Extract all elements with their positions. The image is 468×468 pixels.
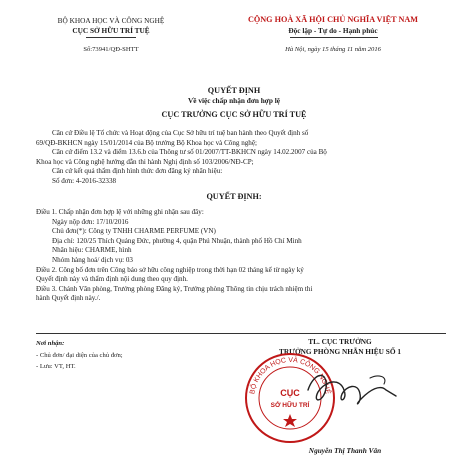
seal-star-icon [283,414,297,427]
preamble-line: Căn cứ kết quả thẩm định hình thức đơn đăng ký nhãn hiệu: [52,167,223,176]
article-3: Điều 3. Chánh Văn phòng, Trưởng phòng Đăng ký, Trưởng phòng Thông tin chịu trách nhiệm thi [36,284,313,293]
goods-services-class: Nhóm hàng hoá/ dịch vụ: 03 [52,255,133,264]
national-motto: Độc lập - Tự do - Hạnh phúc [288,26,378,35]
recipients-heading: Nơi nhận: [36,340,65,347]
seal-center-top: CỤC [280,388,300,398]
preamble-line: Căn cứ Điều lệ Tổ chức và Hoạt động của Cục Sở hữu trí tuệ ban hành theo Quyết định số [52,129,309,137]
article-2: Điều 2. Công bố đơn trên Công báo sở hữu công nghiệp trong thời hạn 02 tháng kể từ ngày ký [36,265,304,274]
seal-center-bottom: SỞ HỮU TRÍ [270,402,310,409]
handwritten-signature [300,360,420,420]
signer-name: Nguyễn Thị Thanh Vân [308,446,382,455]
articles [36,208,436,304]
article-3-cont: hành Quyết định này./. [36,294,101,303]
signature-on-behalf: TL. CỤC TRƯỞNG [308,337,372,346]
filing-date: Ngày nộp đơn: 17/10/2016 [52,217,129,226]
motto-underline [290,37,378,38]
applicant-address: Địa chỉ: 120/25 Thích Quảng Đức, phường 4, quận Phú Nhuận, thành phố Hồ Chí Minh [52,236,302,245]
office-name: CỤC SỞ HỮU TRÍ TUỆ [72,26,150,35]
applicant: Chủ đơn(*): Công ty TNHH CHARME PERFUME (VN) [52,227,216,236]
preamble [36,129,436,187]
preamble-line: 69/QĐ-BKHCN ngày 15/01/2014 của Bộ trưởng Bộ Khoa học và Công nghệ; [36,138,257,147]
republic-title: CỘNG HOÀ XÃ HỘI CHỦ NGHĨA VIỆT NAM [247,15,419,24]
recipient-1: - Chủ đơn/ đại diện của chủ đơn; [36,352,123,359]
office-underline [86,37,136,38]
decision-heading: QUYẾT ĐỊNH: [206,192,262,201]
document-number: Số:73941/QĐ-SHTT [83,46,139,53]
decision-subject: Về việc chấp nhận đơn hợp lệ [187,96,280,105]
seal-ring-text: BỘ KHOA HỌC VÀ CÔNG NGHỆ [249,356,331,395]
trademark: Nhãn hiệu: CHARME, hình [52,246,132,255]
divider [36,333,446,334]
date-line: Hà Nội, ngày 15 tháng 11 năm 2016 [285,46,381,53]
article-2-cont: Quyết định này và thẩm định nội dung theo quy định. [36,275,188,284]
preamble-line: Căn cứ điểm 13.2 và điểm 13.6.b của Thông tư số 01/2007/TT-BKHCN ngày 14.02.2007 của Bộ [52,148,327,157]
ministry-name: BỘ KHOA HỌC VÀ CÔNG NGHỆ [57,16,165,25]
recipient-2: - Lưu: VT, HT. [36,363,76,370]
article-1: Điều 1. Chấp nhận đơn hợp lệ với những ghi nhận sau đây: [36,208,204,216]
preamble-line: Khoa học và Công nghệ hướng dẫn thi hành Nghị định số 103/2006/NĐ-CP; [36,157,254,166]
signature-position: TRƯỞNG PHÒNG NHÃN HIỆU SỐ 1 [279,347,401,356]
application-number: Số đơn: 4-2016-32338 [52,176,117,185]
decision-title: QUYẾT ĐỊNH [207,86,261,95]
issuing-authority: CỤC TRƯỞNG CỤC SỞ HỮU TRÍ TUỆ [161,110,307,119]
